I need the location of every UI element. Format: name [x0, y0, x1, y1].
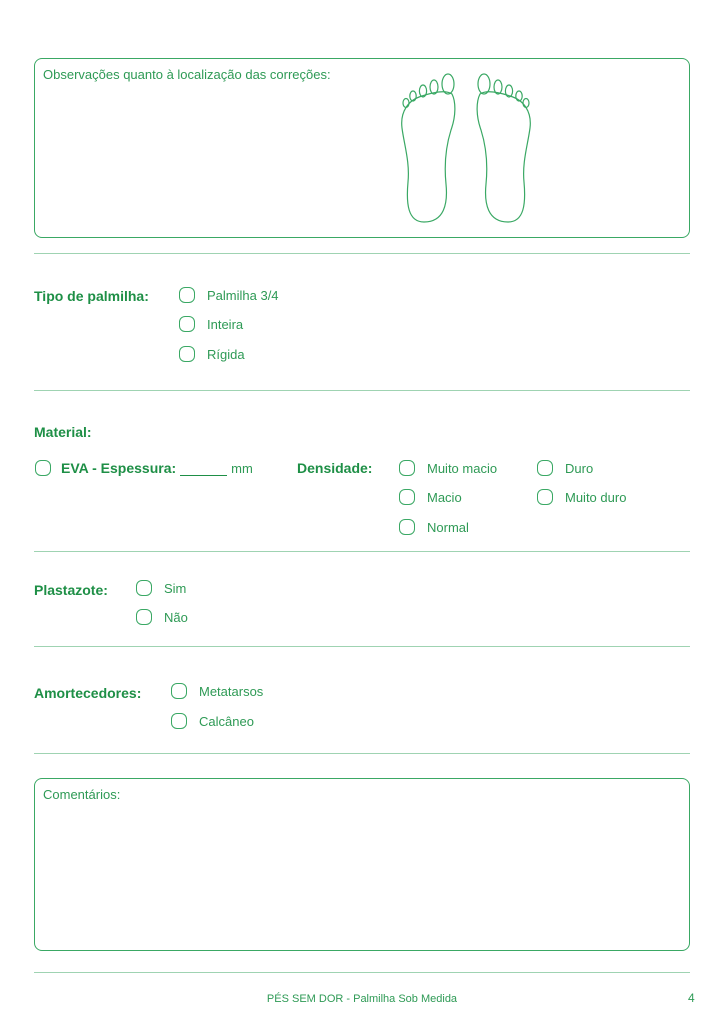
right-toe-2 [494, 80, 502, 94]
option-label: Metatarsos [199, 683, 264, 699]
checkbox[interactable] [136, 609, 152, 625]
density-option-soft[interactable] [399, 487, 462, 507]
eva-unit: mm [231, 460, 253, 476]
cushioning-option-heel[interactable] [171, 711, 254, 731]
checkbox[interactable] [537, 460, 553, 476]
plastazote-option-yes[interactable] [136, 578, 186, 598]
page-number: 4 [688, 991, 695, 1005]
insole-type-heading: Tipo de palmilha: [34, 288, 149, 304]
divider [34, 972, 690, 973]
checkbox[interactable] [399, 460, 415, 476]
divider [34, 390, 690, 391]
right-big-toe [478, 74, 490, 94]
feet-outline-icon [396, 72, 536, 224]
cushioning-option-metatarsal[interactable] [171, 681, 263, 701]
checkbox[interactable] [179, 316, 195, 332]
density-heading: Densidade: [297, 460, 373, 476]
left-foot-outline [402, 92, 455, 222]
option-label: Duro [565, 460, 594, 476]
density-option-very-hard[interactable] [537, 487, 626, 507]
comments-label: Comentários: [43, 787, 121, 802]
checkbox[interactable] [399, 489, 415, 505]
divider [34, 551, 690, 552]
option-label: Palmilha 3/4 [207, 287, 279, 303]
eva-thickness-field[interactable] [180, 461, 227, 476]
right-toe-5 [523, 99, 529, 108]
checkbox[interactable] [136, 580, 152, 596]
cushioning-heading: Amortecedores: [34, 685, 142, 701]
left-toe-5 [403, 99, 409, 108]
checkbox[interactable] [537, 489, 553, 505]
checkbox[interactable] [35, 460, 51, 476]
option-label: Não [164, 609, 188, 625]
divider [34, 753, 690, 754]
density-option-very-soft[interactable] [399, 458, 497, 478]
material-heading: Material: [34, 424, 92, 440]
observations-label: Observações quanto à localização das correções: [43, 67, 331, 82]
divider [34, 646, 690, 647]
option-label: Muito macio [427, 460, 498, 476]
checkbox[interactable] [179, 287, 195, 303]
checkbox[interactable] [171, 713, 187, 729]
option-label: Normal [427, 519, 469, 535]
option-label: Calcâneo [199, 713, 254, 729]
option-label: Macio [427, 489, 462, 505]
eva-option[interactable] [35, 458, 253, 478]
plastazote-option-no[interactable] [136, 607, 188, 627]
option-label: Sim [164, 580, 187, 596]
insole-option-three-quarter[interactable] [179, 285, 279, 305]
observations-box[interactable] [34, 58, 690, 238]
plastazote-heading: Plastazote: [34, 582, 108, 598]
density-option-hard[interactable] [537, 458, 593, 478]
checkbox[interactable] [171, 683, 187, 699]
density-option-normal[interactable] [399, 517, 469, 537]
right-foot-outline [477, 92, 530, 222]
left-big-toe [442, 74, 454, 94]
left-toe-2 [430, 80, 438, 94]
option-label: Rígida [207, 346, 245, 362]
option-label: Inteira [207, 316, 244, 332]
comments-box[interactable] [34, 778, 690, 951]
eva-label: EVA - Espessura: [61, 460, 177, 476]
checkbox[interactable] [179, 346, 195, 362]
option-label: Muito duro [565, 489, 627, 505]
checkbox[interactable] [399, 519, 415, 535]
divider [34, 253, 690, 254]
footer-text: PÉS SEM DOR - Palmilha Sob Medida [266, 993, 458, 1005]
insole-option-full[interactable] [179, 314, 243, 334]
insole-option-rigid[interactable] [179, 344, 245, 364]
